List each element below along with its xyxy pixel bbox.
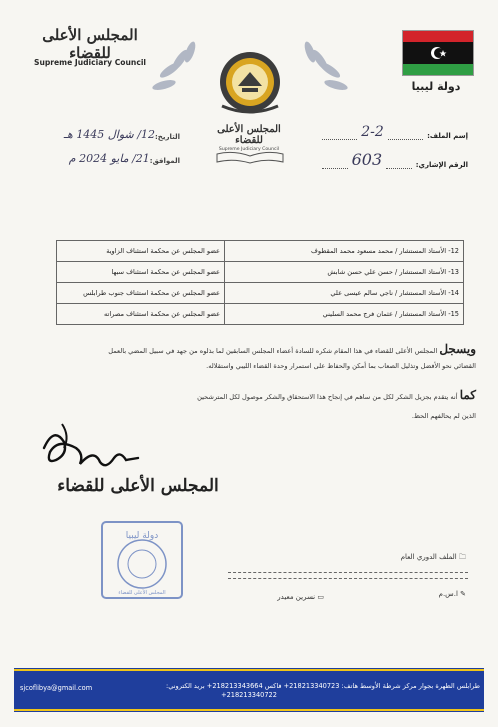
- folder-icon: 🗀: [459, 553, 466, 561]
- pen-icon: ✎: [460, 590, 466, 598]
- table-row: [57, 283, 464, 304]
- date-hijri-field: [60, 128, 180, 141]
- member-name: 13- الأستاذ المستشار / حسن علي حسن شابش: [225, 262, 464, 283]
- distribution-note-text: الملف الدوري العام: [400, 553, 457, 561]
- table-row: [57, 241, 464, 262]
- body-paragraph-1: [40, 342, 476, 356]
- lead-word: ويسجل: [439, 342, 476, 356]
- body-text: أنه يتقدم بجزيل الشكر لكل من ساهم في إنجاح هذا الاستحقاق والشكر موصول لكل المترشحين: [197, 393, 458, 401]
- date-gregorian-field: [60, 152, 180, 165]
- closing-signatory: المجلس الأعلى للقضاء: [57, 476, 219, 496]
- reference-number-field: [318, 150, 468, 169]
- member-name: 15- الأستاذ المستشار / عثمان فرج محمد السليني: [225, 304, 464, 325]
- state-name: دولة ليبيا: [411, 80, 461, 93]
- member-name: 14- الأستاذ المستشار / ناجي سالم عيسى علي: [225, 283, 464, 304]
- body-text: المجلس الأعلى للقضاء في هذا المقام شكره للسادة أعضاء المجلس السابقين لما بذلوه من جهد في سبيل المضي بالعمل: [108, 347, 438, 355]
- center-logo: [206, 124, 292, 152]
- date-hijri-label: التاريخ:: [154, 133, 180, 141]
- date-hijri-value: 12/ شوال 1445 هـ: [63, 128, 155, 141]
- reference-number-label: الرقم الإشاري:: [415, 161, 468, 169]
- member-role: عضو المجلس عن محكمة استئناف الزاوية: [57, 241, 225, 262]
- footer-rule-bottom: [14, 709, 484, 711]
- body-paragraph-2: القضائي نحو الأفضل وتذليل الصعاب بما أمكن والحفاظ على استمرار وحدة القضاء الليبي واستقلاله.: [206, 362, 476, 370]
- council-emblem-icon: [212, 48, 288, 120]
- member-role: عضو المجلس عن محكمة استئناف سبها: [57, 262, 225, 283]
- clerk-name: نسرين معيدر: [277, 593, 316, 601]
- clerk-note: [244, 593, 324, 601]
- distribution-note: [244, 553, 466, 564]
- official-stamp-icon: [94, 514, 190, 606]
- footer-phone: 218213340722+: [221, 690, 277, 699]
- lead-word-2: كما: [459, 388, 476, 402]
- reference-number-value: 603: [351, 150, 383, 169]
- stamp-title: دولة ليبيا: [125, 531, 159, 541]
- file-name-value: 2-2: [361, 124, 384, 140]
- open-book-icon: [215, 150, 285, 164]
- signature-icon: [34, 418, 144, 480]
- member-role: عضو المجلس عن محكمة استئناف مصراته: [57, 304, 225, 325]
- abbreviation-text: ا.س.م: [438, 590, 458, 598]
- table-row: [57, 262, 464, 283]
- file-name-field: [318, 124, 468, 140]
- divider: [228, 572, 468, 573]
- libya-flag-icon: [402, 30, 474, 76]
- council-name-english: Supreme Judiciary Council: [33, 58, 147, 67]
- file-name-label: إسم الملف:: [427, 132, 468, 140]
- center-logo-arabic: المجلس الأعلى للقضاء: [217, 124, 281, 146]
- body-paragraph-4: الذين لم يحالفهم الحظ.: [411, 412, 476, 420]
- members-table: [56, 240, 464, 325]
- footer-address: طرابلس الظهرة بجوار مركز شرطة الأوسط هاتف: 218213340723+ فاكس 218213343664+ بريد الكتروني:: [165, 682, 480, 690]
- body-paragraph-3: [40, 388, 476, 402]
- footer-rule-top: [14, 669, 484, 671]
- member-name: 12- الأستاذ المستشار / محمد مسعود محمد المقطوف: [225, 241, 464, 262]
- date-gregorian-label: الموافق:: [149, 157, 180, 165]
- divider: [228, 578, 468, 579]
- abbreviation-note: [300, 590, 466, 598]
- stamp-subtitle: المجلس الأعلى للقضاء: [118, 590, 166, 596]
- date-gregorian-value: 21/ مايو 2024 م: [68, 152, 150, 165]
- council-name-arabic: المجلس الأعلى للقضاء: [42, 26, 138, 62]
- computer-icon: ▭: [317, 593, 324, 601]
- table-row: [57, 304, 464, 325]
- center-logo-english: Supreme Judiciary Council: [218, 147, 280, 152]
- footer-email[interactable]: sjcoflibya@gmail.com: [20, 684, 93, 692]
- member-role: عضو المجلس عن محكمة استئناف جنوب طرابلس: [57, 283, 225, 304]
